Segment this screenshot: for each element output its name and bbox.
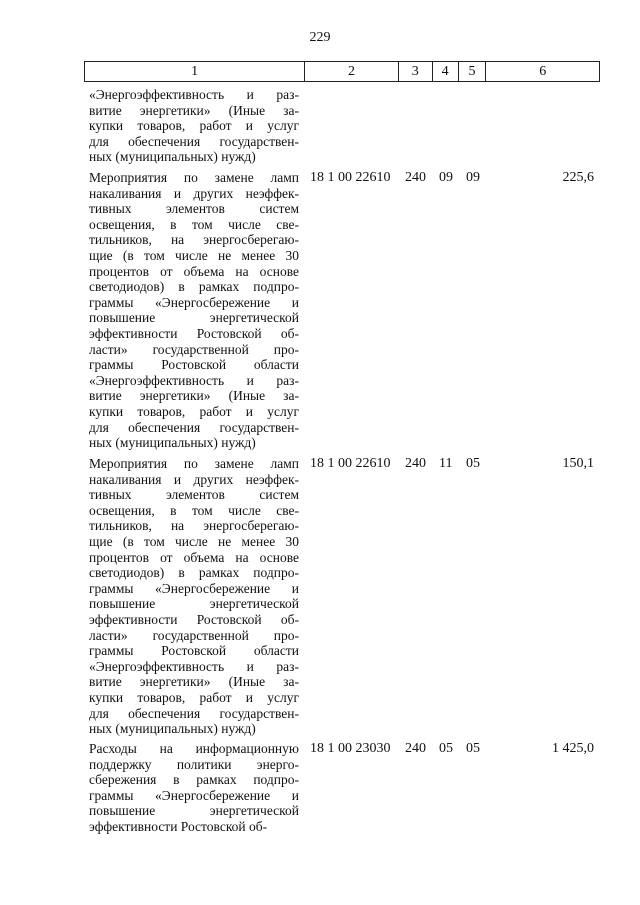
description-line: купки товаров, работ и услуг — [89, 118, 299, 134]
description-line: для обеспечения государствен- — [89, 419, 299, 435]
row-vr: 240 — [405, 170, 426, 185]
description-line: тильников, на энергосберегаю- — [89, 518, 299, 534]
row-vr: 240 — [405, 456, 426, 471]
description-line: щие (в том числе не менее 30 — [89, 247, 299, 263]
description-line: накаливания и других неэффек- — [89, 471, 299, 487]
description-line: граммы «Энергосбережение и — [89, 580, 299, 596]
description-line: эффективности Ростовской об- — [89, 611, 299, 627]
description-line: граммы Ростовской области — [89, 357, 299, 373]
description-line: освещения, в том числе све- — [89, 216, 299, 232]
description-line: светодиодов) в рамках подпро- — [89, 565, 299, 581]
description-line: ных (муниципальных) нужд) — [89, 435, 256, 451]
description-line: витие энергетики» (Иные за- — [89, 102, 299, 118]
description-line: тильников, на энергосберегаю- — [89, 232, 299, 248]
row-rz: 05 — [439, 741, 453, 756]
description-line: накаливания и других неэффек- — [89, 185, 299, 201]
description-line: для обеспечения государствен- — [89, 133, 299, 149]
header-col-3: 3 — [399, 62, 433, 81]
row-sum: 225,6 — [562, 170, 594, 185]
description-line: тивных элементов систем — [89, 487, 299, 503]
header-col-2: 2 — [305, 62, 399, 81]
description-line: «Энергоэффективность и раз- — [89, 658, 299, 674]
row-pr: 05 — [466, 741, 480, 756]
description-line: поддержку политики энерго- — [89, 756, 299, 772]
page-number: 229 — [309, 30, 331, 45]
row-pr: 05 — [466, 456, 480, 471]
description-line: эффективности Ростовской об- — [89, 818, 268, 834]
row-code: 18 1 00 23030 — [310, 741, 391, 756]
description-line: «Энергоэффективность и раз- — [89, 87, 299, 102]
header-col-6: 6 — [539, 64, 547, 79]
description-line: витие энергетики» (Иные за- — [89, 388, 299, 404]
description-line: граммы «Энергосбережение и — [89, 294, 299, 310]
description-line: ных (муниципальных) нужд) — [89, 721, 256, 737]
description-line: купки товаров, работ и услуг — [89, 689, 299, 705]
description-line: Мероприятия по замене ламп — [89, 456, 299, 471]
row-sum: 1 425,0 — [552, 741, 594, 756]
description-line: граммы Ростовской области — [89, 643, 299, 659]
description-line: Расходы на информационную — [89, 741, 299, 756]
table-header — [84, 61, 600, 82]
description-line: для обеспечения государствен- — [89, 705, 299, 721]
description-line: щие (в том числе не менее 30 — [89, 533, 299, 549]
header-col-4: 4 — [433, 62, 459, 81]
description-line: сбережения в рамках подпро- — [89, 772, 299, 788]
description-line: ласти» государственной про- — [89, 341, 299, 357]
row-description — [89, 741, 299, 835]
description-line: процентов от объема на основе — [89, 263, 299, 279]
description-line: тивных элементов систем — [89, 201, 299, 217]
row-pr: 09 — [466, 170, 480, 185]
description-line: Мероприятия по замене ламп — [89, 170, 299, 185]
description-line: граммы «Энергосбережение и — [89, 787, 299, 803]
description-line: витие энергетики» (Иные за- — [89, 674, 299, 690]
description-line: «Энергоэффективность и раз- — [89, 372, 299, 388]
description-line: купки товаров, работ и услуг — [89, 403, 299, 419]
row-description — [89, 170, 299, 451]
header-col-5: 5 — [459, 62, 487, 81]
row-code: 18 1 00 22610 — [310, 170, 391, 185]
description-line: светодиодов) в рамках подпро- — [89, 279, 299, 295]
description-line: повышение энергетической — [89, 596, 299, 612]
description-line: освещения, в том числе све- — [89, 502, 299, 518]
row-description — [89, 456, 299, 737]
description-line: повышение энергетической — [89, 803, 299, 819]
row-vr: 240 — [405, 741, 426, 756]
row-sum: 150,1 — [562, 456, 594, 471]
description-line: повышение энергетической — [89, 310, 299, 326]
description-line: процентов от объема на основе — [89, 549, 299, 565]
row-code: 18 1 00 22610 — [310, 456, 391, 471]
row-description — [89, 87, 299, 165]
description-line: эффективности Ростовской об- — [89, 325, 299, 341]
row-rz: 09 — [439, 170, 453, 185]
description-line: ных (муниципальных) нужд) — [89, 149, 256, 165]
description-line: ласти» государственной про- — [89, 627, 299, 643]
header-col-1: 1 — [85, 62, 305, 81]
row-rz: 11 — [439, 456, 453, 471]
